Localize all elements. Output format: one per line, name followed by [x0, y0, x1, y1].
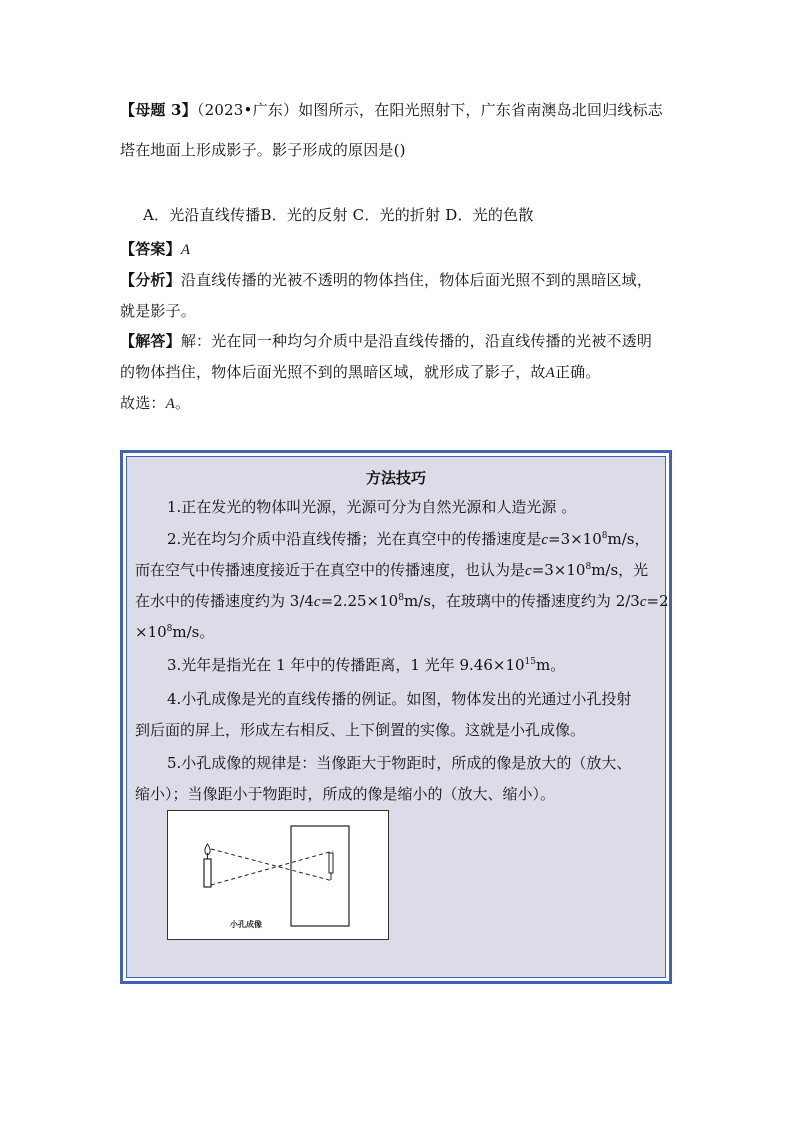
option-b: B．光的反射: [260, 206, 348, 224]
inverted-image: [329, 853, 333, 873]
options-row: [143, 200, 703, 231]
question-tag: 【母题 3】: [120, 101, 197, 119]
answer-line: [120, 234, 680, 266]
answer-label: 【答案】: [120, 240, 181, 258]
choose-line: 故选：A。: [120, 394, 191, 412]
solution-label: 【解答】: [120, 332, 181, 350]
question-line-2: 塔在地面上形成影子。影子形成的原因是(): [120, 141, 406, 159]
option-c: C．光的折射: [352, 206, 441, 224]
method-point-2-line-2: 而在空气中传播速度接近于在真空中的传播速度，也认为是$c=3\times 10^8m/s$，光: [135, 561, 649, 579]
method-tips-inner: [126, 456, 669, 978]
analysis-block: 【分析】沿直线传播的光被不透明的物体挡住，物体后面光照不到的黑暗区域， 就是影子。: [120, 271, 653, 320]
light-ray-top: [211, 849, 333, 881]
option-a: A．光沿直线传播: [143, 206, 261, 224]
question-block: [120, 95, 680, 166]
option-d: D．光的色散: [445, 206, 534, 224]
method-tips-box: [120, 450, 672, 984]
pinhole-diagram: [168, 811, 388, 939]
method-point-5-line-1: 5.小孔成像的规律是：当像距大于物距时，所成的像是放大的（放大、: [167, 754, 632, 772]
pinhole-figure: [167, 810, 389, 940]
method-point-2-line-1: 2.光在均匀介质中沿直线传播；光在真空中的传播速度是$c=3\times 10^8m/s$，: [167, 530, 650, 548]
method-point-2-line-3: 在水中的传播速度约为 $3/4c=2.25\times 10^8m/s$，在玻璃中的传播速度约为 2/3c=2: [135, 592, 669, 610]
method-title: 方法技巧: [365, 469, 426, 487]
method-point-1: 1.正在发光的物体叫光源，光源可分为自然光源和人造光源 。: [167, 498, 577, 516]
analysis-label: 【分析】: [120, 271, 181, 289]
method-point-5-line-2: 缩小）；当像距小于物距时，所成的像是缩小的（放大、缩小）。: [135, 785, 556, 803]
method-point-4-line-2: 到后面的屏上，形成左右相反、上下倒置的实像。这就是小孔成像。: [135, 721, 586, 739]
method-point-2-line-4: $\times 10^8m/s$。: [135, 623, 215, 641]
solution-block: 【解答】解：光在同一种均匀介质中是沿直线传播的，沿直线传播的光被不透明 的物体挡住，物体后面光照不到的黑暗区域，就形成了影子，故A正确。: [120, 332, 653, 381]
question-line-1: 【母题 3】（2023•广东）如图所示，在阳光照射下，广东省南澳岛北回归线标志: [120, 101, 663, 119]
method-point-4-line-1: 4.小孔成像是光的直线传播的例证。如图，物体发出的光通过小孔投射: [167, 690, 632, 708]
pinhole-screen: [291, 826, 349, 926]
light-ray-bottom: [211, 851, 333, 885]
answer-value: A: [180, 242, 191, 258]
figure-caption: 小孔成像: [230, 920, 262, 929]
candle-body: [204, 859, 211, 887]
method-point-3: 3.光年是指光在 1 年中的传播距离，1 光年 $9.46\times 10^{15}m$。: [167, 656, 566, 674]
